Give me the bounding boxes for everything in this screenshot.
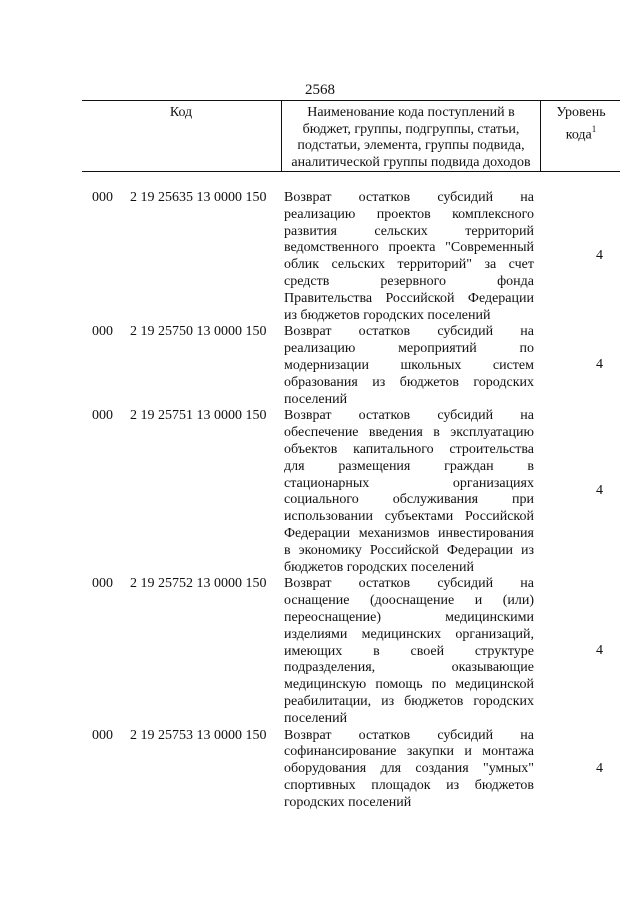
- row-name-line: оборудования для создания "умных": [284, 761, 534, 777]
- row-name-line: реализацию проектов комплексного: [284, 206, 534, 222]
- header-level-word: Уровень: [556, 105, 606, 120]
- row-code: 2 19 25750 13 0000 150: [130, 324, 267, 340]
- row-code: 2 19 25752 13 0000 150: [130, 576, 267, 592]
- footnote-marker: 1: [591, 123, 597, 134]
- row-name-line: Возврат остатков субсидий на: [284, 576, 534, 592]
- row-level: 4: [596, 248, 603, 264]
- row-name-line: Правительства Российской Федерации: [284, 290, 534, 306]
- header-name-line: бюджет, группы, подгруппы, статьи,: [302, 121, 520, 137]
- row-name-line: обеспечение введения в эксплуатацию: [284, 425, 534, 441]
- row-name-line: стационарных организациях: [284, 475, 534, 491]
- row-name-line: использовании субъектами Российской: [284, 509, 534, 525]
- row-level: 4: [596, 357, 603, 373]
- row-level: 4: [596, 483, 603, 499]
- row-name: [284, 408, 534, 576]
- row-name-line: ведомственного проекта "Современный: [284, 240, 534, 256]
- header-name-line: аналитической группы подвида доходов: [291, 154, 531, 170]
- row-name: [284, 324, 534, 408]
- row-name-line: Возврат остатков субсидий на: [284, 190, 534, 205]
- header-name: [281, 101, 540, 171]
- row-name-line: объектов капитального строительства: [284, 441, 534, 457]
- row-name-line: спортивных площадок из бюджетов: [284, 777, 534, 793]
- row-code: 2 19 25635 13 0000 150: [130, 190, 267, 205]
- row-name-line: городских поселений: [284, 794, 412, 810]
- row-code-prefix: 000: [92, 727, 113, 743]
- row-level: 4: [596, 642, 603, 658]
- row-name-line: Возврат остатков субсидий на: [284, 727, 534, 743]
- row-name-line: развития сельских территорий: [284, 223, 534, 239]
- row-code-prefix: 000: [92, 190, 113, 205]
- page-number: 2568: [305, 82, 335, 98]
- row-name-line: переоснащение) медицинскими: [284, 609, 534, 625]
- row-code: 2 19 25751 13 0000 150: [130, 408, 267, 424]
- header-level-word2: [541, 122, 621, 144]
- row-name-line: софинансирование закупки и монтажа: [284, 744, 534, 760]
- table-header: [82, 100, 620, 172]
- row-name-line: Федерации механизмов инвестирования: [284, 525, 534, 541]
- row-name-line: медицинскую помощь по медицинской: [284, 677, 534, 693]
- row-name-line: оснащение (дооснащение и (или): [284, 593, 534, 609]
- row-name-line: изделиями медицинских организаций,: [284, 626, 534, 642]
- row-name-line: Возврат остатков субсидий на: [284, 324, 534, 340]
- header-level: [540, 101, 621, 171]
- row-name: [284, 576, 534, 727]
- row-code: 2 19 25753 13 0000 150: [130, 727, 267, 743]
- header-level-kod: кода: [565, 127, 592, 143]
- row-name-line: образования из бюджетов городских: [284, 374, 534, 390]
- row-name-line: из бюджетов городских поселений: [284, 307, 491, 323]
- row-name-line: модернизации школьных систем: [284, 357, 534, 373]
- row-name-line: для размещения граждан в: [284, 458, 534, 474]
- row-name-line: социального обслуживания при: [284, 492, 534, 508]
- row-name-line: поселений: [284, 710, 348, 726]
- row-name-line: подразделения, оказывающие: [284, 660, 534, 676]
- row-name-line: имеющих в своей структуре: [284, 643, 534, 659]
- row-code-prefix: 000: [92, 324, 113, 340]
- row-level: 4: [596, 760, 603, 776]
- row-code-prefix: 000: [92, 576, 113, 592]
- row-name-line: поселений: [284, 391, 348, 407]
- row-name-line: в экономику Российской Федерации из: [284, 542, 534, 558]
- row-name-line: бюджетов городских поселений: [284, 559, 474, 575]
- row-code-prefix: 000: [92, 408, 113, 424]
- row-name: [284, 190, 534, 324]
- row-name-line: средств резервного фонда: [284, 273, 534, 289]
- header-name-line: подстатьи, элемента, группы подвида,: [297, 138, 525, 153]
- row-name-line: реализацию мероприятий по: [284, 341, 534, 357]
- header-code: Код: [169, 105, 193, 120]
- row-name-line: реабилитации, из бюджетов городских: [284, 693, 534, 709]
- row-name: [284, 728, 534, 812]
- row-name-line: облик сельских территорий" за счет: [284, 257, 534, 273]
- row-name-line: Возврат остатков субсидий на: [284, 408, 534, 424]
- header-name-line: Наименование кода поступлений в: [307, 105, 515, 120]
